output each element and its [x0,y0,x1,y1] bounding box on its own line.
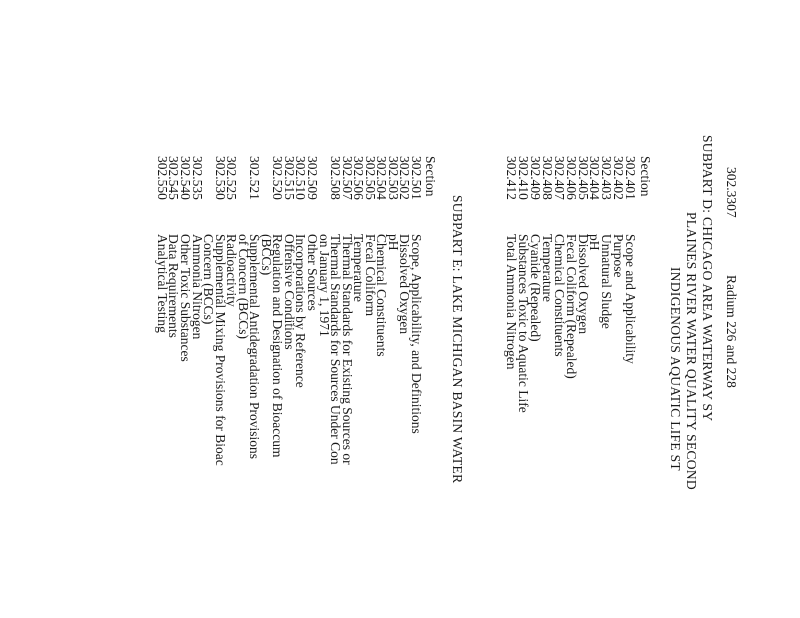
toc-section-title: Data Requirements [166,234,182,338]
toc-section-title: Substances Toxic to Aquatic Life [516,234,532,413]
toc-section-title: Ammonia Nitrogen [189,234,205,340]
toc-section-title: Cyanide (Repealed) [528,234,544,342]
toc-section-number: 302.402 [611,156,627,200]
toc-section-number: 302.403 [599,156,615,200]
toc-section-number: 302.508 [328,156,344,200]
toc-section-number: 302.520 [270,156,286,200]
toc-section-title: Fecal Coliform (Repealed) [563,234,579,379]
toc-section-number: 302.407 [551,156,567,200]
toc-section-title: Thermal Standards for Existing Sources or [339,234,355,465]
toc-section-title: Temperature [351,234,367,303]
toc-section-title: Total Ammonia Nitrogen [504,234,520,370]
toc-section-title: Concern (BCCs) [201,234,217,325]
toc-section-number: 302.404 [587,156,603,200]
toc-section-number: 302.410 [516,156,532,200]
toc-section-number: 302.550 [154,156,170,200]
toc-section-number: 302.540 [178,156,193,200]
toc-section-number: 302.530 [212,156,228,200]
toc-section-title: Dissolved Oxygen [575,234,591,335]
toc-section-number: 302.504 [374,156,390,200]
toc-section-number: 302.506 [351,156,367,200]
toc-section-title: Incorporations by Reference [293,234,309,388]
toc-section-number: 302.505 [362,156,378,200]
toc-section-title: Other Sources [305,234,321,311]
toc-section-title: Fecal Coliform [362,234,378,317]
toc-section-title: Other Toxic Substances [178,234,193,362]
subpart-e-heading: SUBPART E: LAKE MICHIGAN BASIN WATER [450,195,465,484]
toc-section-title: Dissolved Oxygen [397,234,413,335]
toc-section-number: 302.525 [224,156,240,200]
toc-section-number: 302.406 [563,156,579,200]
toc-section-title: Supplemental Mixing Provisions for Bioac [212,234,228,466]
toc-section-title: Supplemental Antidegradation Provisions [247,234,263,459]
toc-section-title: Thermal Standards for Sources Under Con [328,234,344,465]
toc-section-title: Scope and Applicability [623,234,638,364]
subpart-d-heading-3: INDIGENOUS AQUATIC LIFE ST [668,267,683,471]
toc-section-title: Offensive Conditions [281,234,297,350]
toc-section-number: 302.501 [409,156,424,200]
toc-section-title: pH [385,234,401,251]
toc-section-number: 302.515 [281,156,297,200]
toc-section-title: pH [587,234,603,251]
toc-section-number: 302.510 [293,156,309,200]
toc-section-number: 302.412 [504,156,520,200]
toc-section-number: 302.535 [189,156,205,200]
toc-section-title: Regulation and Designation of Bioaccum [270,234,286,458]
toc-section-number: 302.545 [166,156,182,200]
toc-section-title: on January 1, 1971 [316,234,332,337]
subpart-d-heading-2: PLAINES RIVER WATER QUALITY SECOND [684,212,699,490]
toc-section-title: Unnatural Sludge [599,234,615,329]
toc-section-number: 302.507 [339,156,355,200]
toc-section-title: Temperature [540,234,556,303]
toc-section-title: Scope, Applicability, and Definitions [409,234,424,434]
toc-section-number: 302.401 [623,156,638,200]
toc-section-title: Chemical Constituents [551,234,567,357]
toc-section-number: 302.503 [385,156,401,200]
toc-section-number: 302.509 [305,156,321,200]
toc-section-number: 302.408 [540,156,556,200]
toc-section-title: Purpose [611,234,627,278]
toc-section-number: 302.502 [397,156,413,200]
toc-section-title: Radioactivity [224,234,240,307]
subpart-d-section-label: Section [638,156,653,197]
subpart-e-section-label: Section [423,156,438,197]
toc-section-number: 302.521 [247,156,263,200]
top-entry-number: 302.3307 [724,167,739,218]
toc-section-number: 302.405 [575,156,591,200]
toc-section-title: (BCCs) [258,234,274,276]
toc-section-title: of Concern (BCCs) [235,234,251,339]
top-entry-title: Radium 226 and 228 [724,275,739,388]
toc-section-title: Analytical Testing [154,234,170,333]
toc-section-title: Chemical Constituents [374,234,390,357]
subpart-d-heading-1: SUBPART D: CHICAGO AREA WATERWAY SY [700,135,715,422]
toc-section-number: 302.409 [528,156,544,200]
